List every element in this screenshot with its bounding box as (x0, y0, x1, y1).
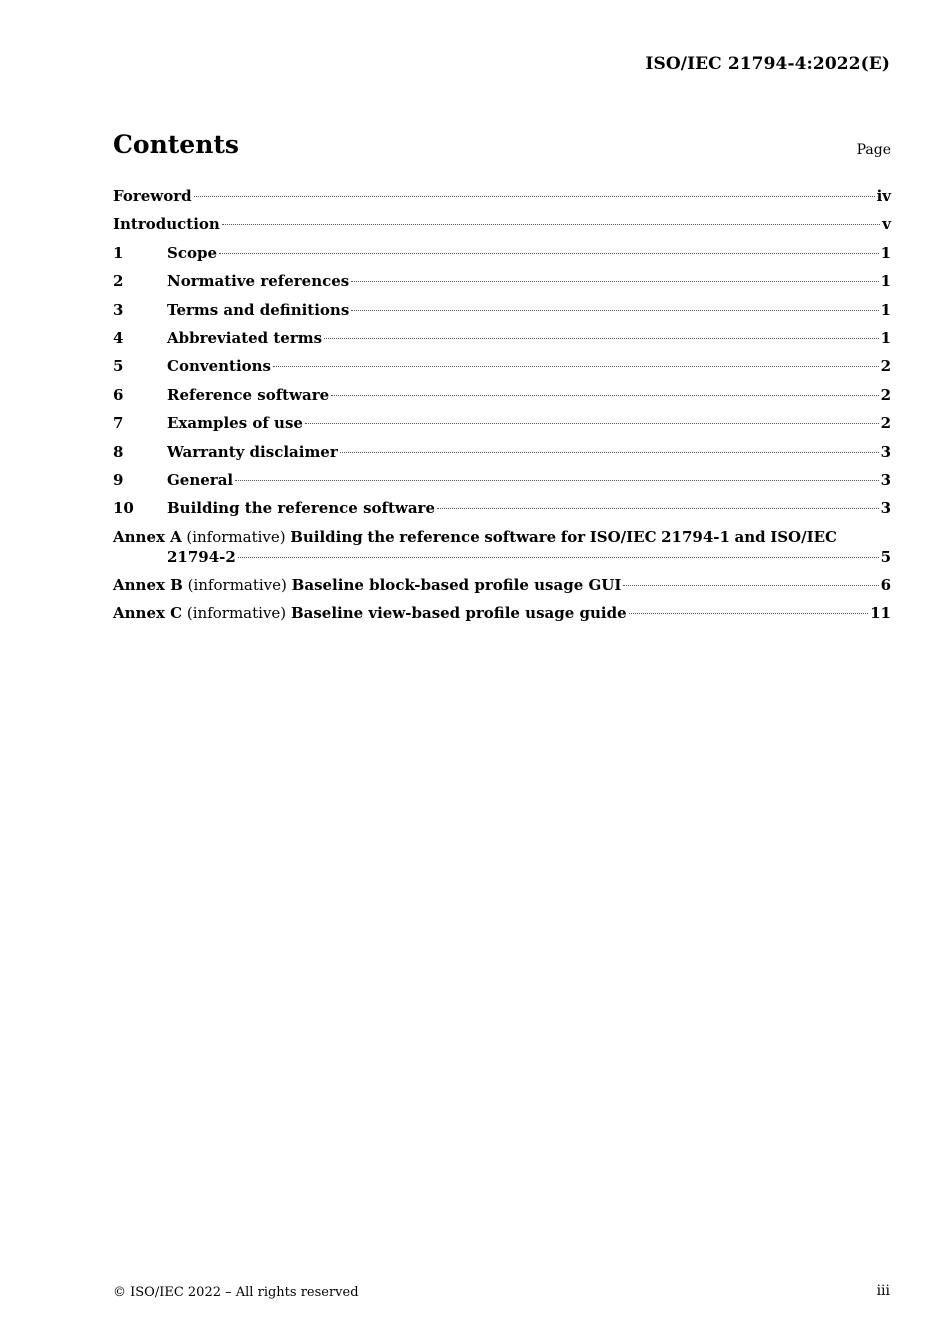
toc-entry-annex-c[interactable] (113, 601, 891, 629)
toc-entry-page: 3 (880, 442, 891, 461)
table-of-contents (113, 184, 891, 629)
annex-a-title-line (113, 525, 891, 547)
page-number: iii (876, 1283, 890, 1299)
toc-entry-page: 11 (870, 604, 891, 623)
toc-entry-clause-7[interactable] (113, 411, 891, 439)
toc-entry-annex-b[interactable] (113, 573, 891, 601)
annex-label: Annex C (113, 604, 183, 623)
document-identifier: ISO/IEC 21794-4:2022(E) (645, 54, 890, 74)
toc-entry-title: Baseline block-based profile usage GUI (291, 575, 622, 594)
toc-entry-clause-9[interactable] (113, 468, 891, 496)
toc-leader-dots (273, 366, 879, 367)
annex-title-word: for (560, 527, 586, 546)
toc-entry-clause-10[interactable] (113, 496, 891, 524)
annex-label: Annex B (113, 575, 183, 594)
toc-entry-clause-6[interactable] (113, 383, 891, 411)
toc-entry-title: Building the reference software (167, 499, 435, 518)
toc-leader-dots (324, 338, 878, 339)
toc-clause-number: 2 (113, 272, 124, 291)
toc-leader-dots (305, 423, 879, 424)
toc-entry-clause-8[interactable] (113, 440, 891, 468)
toc-entry-title: Introduction (113, 215, 220, 234)
toc-entry-foreword[interactable] (113, 184, 891, 212)
toc-entry-page: v (882, 215, 891, 234)
annex-informative: (informative) (186, 527, 286, 546)
toc-entry-title: Abbreviated terms (167, 328, 323, 347)
toc-entry-title: General (167, 470, 234, 489)
toc-entry-title: Baseline view-based profile usage guide (290, 604, 627, 623)
annex-title-word: ISO/IEC (589, 527, 657, 546)
toc-clause-number: 7 (113, 414, 124, 433)
toc-leader-dots (629, 613, 869, 614)
toc-leader-dots (235, 480, 878, 481)
annex-label: Annex A (113, 527, 182, 546)
toc-entry-page: 1 (880, 300, 891, 319)
toc-entry-page: 3 (880, 499, 891, 518)
toc-entry-clause-4[interactable] (113, 326, 891, 354)
toc-leader-dots (219, 253, 879, 254)
toc-clause-number: 6 (113, 385, 124, 404)
annex-title-word: ISO/IEC (770, 527, 837, 546)
toc-entry-clause-2[interactable] (113, 269, 891, 297)
toc-entry-page: 2 (880, 357, 891, 376)
toc-entry-annex-a[interactable] (113, 525, 891, 573)
toc-entry-page: 2 (880, 385, 891, 404)
annex-title-word: software (484, 527, 557, 546)
toc-entry-clause-1[interactable] (113, 241, 891, 269)
annex-title-word: and (734, 527, 766, 546)
page-column-label: Page (856, 142, 891, 158)
toc-leader-dots (351, 281, 878, 282)
toc-entry-clause-3[interactable] (113, 298, 891, 326)
annex-a-continuation (113, 547, 891, 567)
toc-clause-number: 10 (113, 499, 134, 518)
annex-title-word: 21794-1 (661, 527, 730, 546)
toc-clause-number: 5 (113, 357, 124, 376)
toc-leader-dots (623, 585, 878, 586)
contents-heading (113, 130, 891, 166)
toc-clause-number: 3 (113, 300, 124, 319)
toc-entry-title: 21794-2 (167, 547, 236, 566)
annex-title-word: reference (399, 527, 480, 546)
toc-entry-page: 1 (880, 328, 891, 347)
page-title: Contents (113, 130, 240, 159)
toc-leader-dots (351, 310, 878, 311)
toc-entry-title: Conventions (167, 357, 271, 376)
toc-entry-page: 2 (880, 414, 891, 433)
toc-entry-page: 6 (880, 575, 891, 594)
toc-leader-dots (194, 196, 875, 197)
toc-leader-dots (238, 557, 879, 558)
toc-entry-title: Terms and definitions (167, 300, 350, 319)
toc-entry-title: Examples of use (167, 414, 303, 433)
toc-entry-title: Foreword (113, 187, 192, 205)
copyright-notice: © ISO/IEC 2022 – All rights reserved (113, 1285, 359, 1300)
toc-entry-title: Warranty disclaimer (167, 442, 338, 461)
toc-entry-title: Scope (167, 243, 218, 262)
toc-entry-page: 1 (880, 272, 891, 291)
toc-entry-page: 1 (880, 243, 891, 262)
toc-entry-page: 3 (880, 470, 891, 489)
annex-title-word: Building (290, 527, 363, 546)
toc-entry-introduction[interactable] (113, 212, 891, 240)
toc-leader-dots (340, 452, 879, 453)
toc-entry-title: Normative references (167, 272, 350, 291)
toc-leader-dots (222, 224, 880, 225)
toc-clause-number: 8 (113, 442, 124, 461)
toc-clause-number: 1 (113, 243, 124, 262)
toc-leader-dots (331, 395, 878, 396)
toc-clause-number: 4 (113, 328, 124, 347)
annex-informative: (informative) (186, 604, 287, 623)
annex-informative: (informative) (187, 575, 287, 594)
toc-entry-clause-5[interactable] (113, 354, 891, 382)
toc-entry-title: Reference software (167, 385, 330, 404)
annex-title-word: the (367, 527, 395, 546)
toc-leader-dots (437, 508, 879, 509)
toc-entry-page: iv (876, 187, 891, 205)
toc-entry-page: 5 (880, 547, 891, 566)
toc-clause-number: 9 (113, 470, 124, 489)
